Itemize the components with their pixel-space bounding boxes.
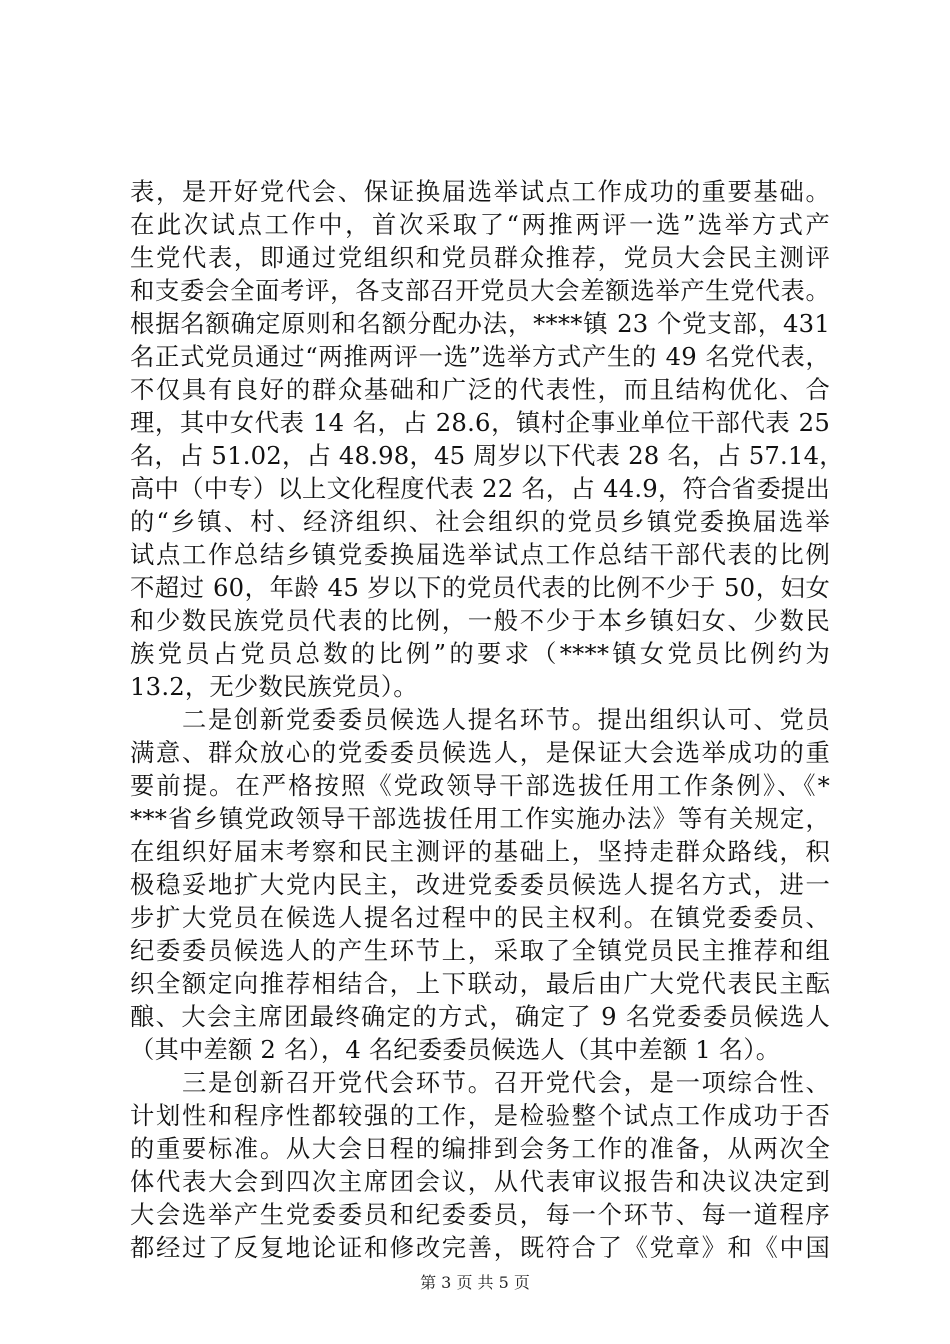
text-line: 和支委会全面考评，各支部召开党员大会差额选举产生党代表。	[130, 276, 830, 305]
text-line: 名正式党员通过“两推两评一选”选举方式产生的 49 名党代表，	[130, 342, 830, 371]
text-line: 的重要标准。从大会日程的编排到会务工作的准备，从两次全	[130, 1134, 830, 1163]
text-line: 名，占 51.02，占 48.98，45 周岁以下代表 28 名，占 57.14，	[130, 441, 844, 470]
text-line: 要前提。在严格按照《党政领导干部选拔任用工作条例》、《*	[130, 771, 830, 800]
text-line: 高中（中专）以上文化程度代表 22 名，占 44.9，符合省委提出	[130, 474, 830, 503]
text-line: 族党员占党员总数的比例”的要求（****镇女党员比例约为	[130, 639, 830, 668]
text-line: 步扩大党员在候选人提名过程中的民主权利。在镇党委委员、	[130, 903, 830, 932]
text-line: 根据名额确定原则和名额分配办法，****镇 23 个党支部，431	[130, 309, 830, 338]
text-line: 计划性和程序性都较强的工作，是检验整个试点工作成功于否	[130, 1101, 830, 1130]
text-line: 都经过了反复地论证和修改完善，既符合了《党章》和《中国	[130, 1233, 830, 1262]
text-line: 表，是开好党代会、保证换届选举试点工作成功的重要基础。	[130, 177, 830, 206]
text-line: 不仅具有良好的群众基础和广泛的代表性，而且结构优化、合	[130, 375, 830, 404]
text-line: 在组织好届末考察和民主测评的基础上，坚持走群众路线，积	[130, 837, 830, 866]
text-line: 理，其中女代表 14 名，占 28.6，镇村企事业单位干部代表 25	[130, 408, 830, 437]
text-line: 酿、大会主席团最终确定的方式，确定了 9 名党委委员候选人	[130, 1002, 830, 1031]
text-line: 满意、群众放心的党委委员候选人，是保证大会选举成功的重	[130, 738, 830, 767]
text-line: 不超过 60，年龄 45 岁以下的党员代表的比例不少于 50，妇女	[130, 573, 830, 602]
text-line: 13.2，无少数民族党员）。	[130, 672, 418, 701]
text-line: 二是创新党委委员候选人提名环节。提出组织认可、党员	[130, 705, 830, 734]
text-line: 在此次试点工作中，首次采取了“两推两评一选”选举方式产	[130, 210, 830, 239]
text-line: 生党代表，即通过党组织和党员群众推荐，党员大会民主测评	[130, 243, 830, 272]
text-line: 的“乡镇、村、经济组织、社会组织的党员乡镇党委换届选举	[130, 507, 830, 536]
text-line: 大会选举产生党委委员和纪委委员，每一个环节、每一道程序	[130, 1200, 830, 1229]
text-line: 纪委委员候选人的产生环节上，采取了全镇党员民主推荐和组	[130, 936, 830, 965]
text-line: 织全额定向推荐相结合，上下联动，最后由广大党代表民主酝	[130, 969, 830, 998]
text-line: 试点工作总结乡镇党委换届选举试点工作总结干部代表的比例	[130, 540, 830, 569]
text-line: ***省乡镇党政领导干部选拔任用工作实施办法》等有关规定，	[130, 804, 830, 833]
document-body	[130, 175, 844, 1264]
text-line: 和少数民族党员代表的比例，一般不少于本乡镇妇女、少数民	[130, 606, 830, 635]
page-number-footer: 第 3 页 共 5 页	[420, 1273, 530, 1292]
text-line: 体代表大会到四次主席团会议，从代表审议报告和决议决定到	[130, 1167, 830, 1196]
text-line: 极稳妥地扩大党内民主，改进党委委员候选人提名方式，进一	[130, 870, 830, 899]
text-line: 三是创新召开党代会环节。召开党代会，是一项综合性、	[130, 1068, 830, 1097]
text-line: （其中差额 2 名），4 名纪委委员候选人（其中差额 1 名）。	[130, 1035, 781, 1064]
